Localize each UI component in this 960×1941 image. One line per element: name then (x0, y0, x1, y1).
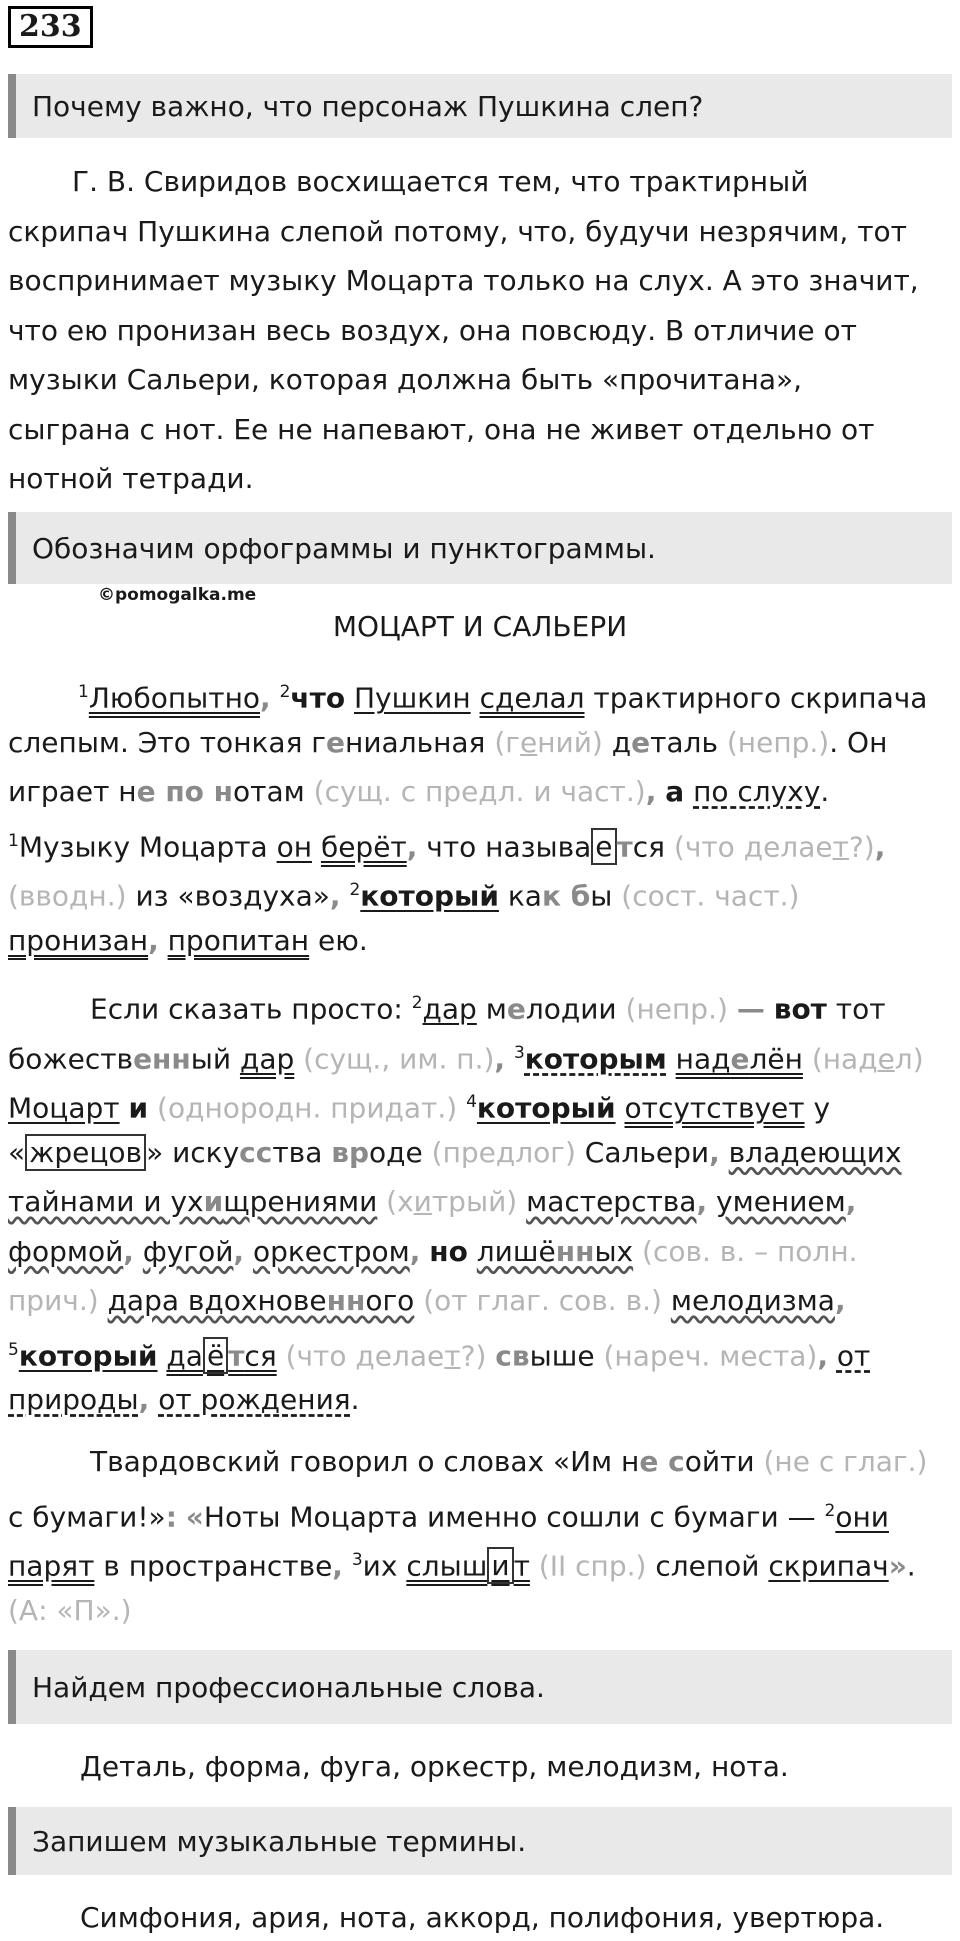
annotated-paragraph-3 (8, 1437, 958, 1635)
answer-line: Г. В. Свиридов восхищается тем, что трактирный (72, 165, 809, 198)
answer-line: что ею пронизан весь воздух, она повсюду. В отличие от (8, 313, 857, 347)
task-number: 233 (8, 6, 93, 48)
annotated-line: (вводн.) из «воздуха», $^2$который как бы (сост. част.) (8, 879, 800, 913)
annotated-line: Если сказать просто: $^2$дар мелодии (непр.) — вот тот (90, 992, 886, 1026)
annotated-line: формой, фугой, оркестром, но лишённых (сов. в. – полн. (8, 1234, 858, 1268)
section-bar-orthograms (8, 512, 952, 584)
annotated-line: тайнами и ухищрениями (хитрый) мастерства, умением, (8, 1185, 857, 1218)
annotated-line: природы, от рождения. (8, 1383, 360, 1416)
section-title: Запишем музыкальные термины. (32, 1824, 527, 1858)
annotated-paragraph-2 (8, 979, 958, 1425)
section-bar-musical-terms (8, 1807, 952, 1875)
answer-line: воспринимает музыку Моцарта только на слух. А это значит, (8, 264, 919, 297)
annotated-line: слепым. Это тонкая гениальная (гений) деталь (непр.). Он (8, 725, 888, 759)
answer-line: скрипач Пушкина слепой потому, что, будучи незрячим, тот (8, 214, 907, 248)
annotated-line: играет не по нотам (сущ. с предл. и част.), а по слуху. (8, 775, 830, 808)
annotated-line: с бумаги!»: «Ноты Моцарта именно сошли с бумаги — $^2$они (8, 1499, 889, 1533)
musical-terms: Симфония, ария, нота, аккорд, полифония, увертюра. (80, 1901, 885, 1934)
annotated-line: $^1$Музыку Моцарта он берёт, что называ е тся (что делает?), (8, 829, 886, 863)
annotated-line: Твардовский говорил о словах «Им не сойти (не с глаг.) (90, 1445, 928, 1478)
answer-paragraph (8, 157, 958, 504)
annotated-line: « жрецов » искусства вроде (предлог) Сальери, владеющих (8, 1135, 902, 1169)
question-text: Почему важно, что персонаж Пушкина слеп? (32, 89, 704, 123)
annotated-line: парят в пространстве, $^3$их слыш и т (II спр.) слепой скрипач». (8, 1549, 916, 1583)
annotated-line: Моцарт и (однородн. придат.) $^4$который отсутствует у (8, 1091, 831, 1125)
watermark: ©pomogalka.me (98, 585, 257, 605)
annotated-line: (А: «П».) (8, 1593, 132, 1627)
answer-line: музыки Сальери, которая должна быть «прочитана», (8, 363, 803, 396)
professional-words: Деталь, форма, фуга, оркестр, мелодизм, нота. (80, 1750, 789, 1783)
answer-line: сыграна с нот. Ее не напевают, она не живет отдельно от (8, 412, 875, 446)
section-bar-professional-words (8, 1650, 952, 1724)
annotated-line: божественный дар (сущ., им. п.), $^3$которым наделён (надел) (8, 1041, 924, 1075)
text-title: МОЦАРТ И САЛЬЕРИ (332, 610, 628, 643)
annotated-line: пронизан, пропитан ею. (8, 923, 368, 957)
section-title: Найдем профессиональные слова. (32, 1670, 545, 1704)
annotated-line: прич.) дара вдохновенного (от глаг. сов. в.) мелодизма, (8, 1284, 846, 1317)
question-bar (8, 74, 952, 138)
annotated-paragraph-1 (8, 668, 958, 965)
section-title: Обозначим орфограммы и пунктограммы. (32, 531, 656, 565)
answer-line: нотной тетради. (8, 462, 254, 495)
annotated-line: $^5$который да ё тся (что делает?) свыше (нареч. места), от (8, 1338, 871, 1372)
annotated-line: $^1$Любопытно, $^2$что Пушкин сделал трактирного скрипача (78, 681, 928, 715)
